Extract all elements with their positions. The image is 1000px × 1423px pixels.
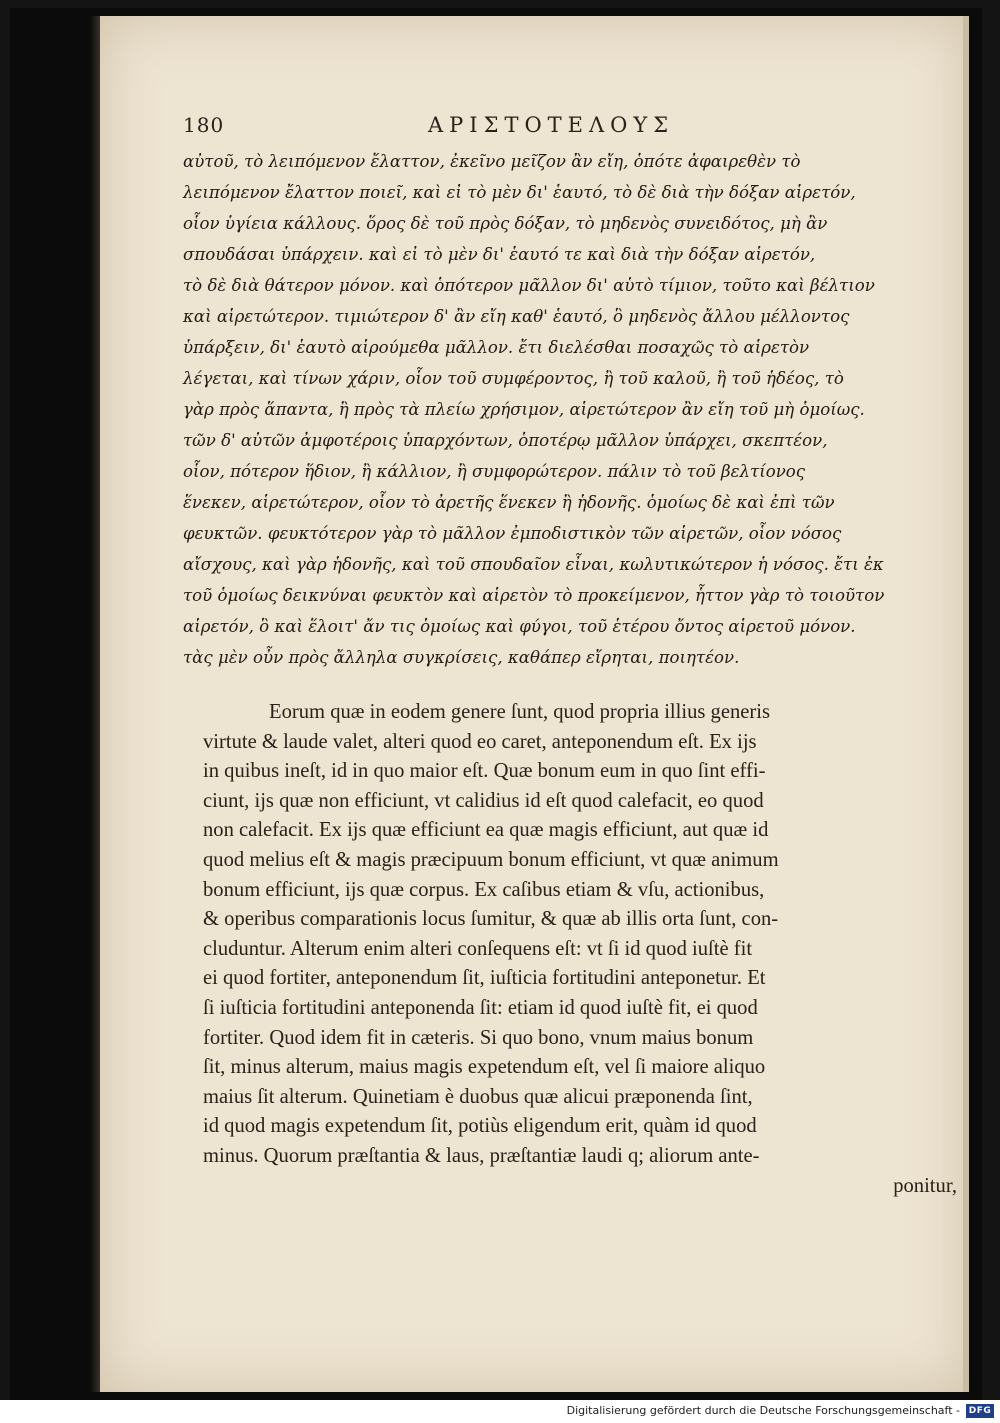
latin-line: minus. Quorum præſtantia & laus, præſtantiæ laudi q; aliorum ante- (203, 1144, 760, 1167)
greek-line: αἱρετόν, ὃ καὶ ἕλοιτ' ἄν τις ὁμοίως καὶ φύγοι, τοῦ ἑτέρου ὄντος αἱρετοῦ μόνον. (183, 617, 856, 636)
latin-line: in quibus ineſt, id in quo maior eſt. Quæ bonum eum in quo ſint effi- (203, 760, 766, 783)
greek-line: λειπόμενον ἔλαττον ποιεῖ, καὶ εἰ τὸ μὲν δι' ἑαυτό, τὸ δὲ διὰ τὴν δόξαν αἱρετόν, (183, 183, 856, 202)
latin-line: ciunt, ijs quæ non efficiunt, vt calidius id eſt quod calefacit, eo quod (203, 789, 764, 812)
greek-line: καὶ αἱρετώτερον. τιμιώτερον δ' ἂν εἴη καθ' ἑαυτό, ὃ μηδενὸς ἄλλου μέλλοντος (183, 307, 850, 326)
greek-line: οἷον, πότερον ἥδιον, ἢ κάλλιον, ἢ συμφορώτερον. πάλιν τὸ τοῦ βελτίονος (183, 462, 806, 481)
running-title: ΑΡΙΣΤΟΤΕΛΟΥΣ (428, 113, 675, 137)
running-head (183, 113, 963, 143)
latin-line: ei quod fortiter, anteponendum ſit, iuſticia fortitudini anteponetur. Et (203, 967, 766, 990)
page-number: 180 (183, 113, 225, 137)
latin-line: & operibus comparationis locus ſumitur, & quæ ab illis orta ſunt, con- (203, 908, 779, 931)
greek-line: λέγεται, καὶ τίνων χάριν, οἷον τοῦ συμφέροντος, ἢ τοῦ καλοῦ, ἢ τοῦ ἡδέος, τὸ (183, 369, 844, 388)
greek-text-block (183, 146, 963, 673)
greek-line: τὸ δὲ διὰ θάτερον μόνον. καὶ ὁπότερον μᾶλλον δι' αὑτὸ τίμιον, τοῦτο καὶ βέλτιον (183, 276, 875, 295)
latin-line: bonum efficiunt, ijs quæ corpus. Ex caſibus etiam & vſu, actionibus, (203, 878, 765, 901)
latin-line: id quod magis expetendum ſit, potiùs eligendum erit, quàm id quod (203, 1115, 757, 1138)
latin-line: fortiter. Quod idem fit in cæteris. Si quo bono, vnum maius bonum (203, 1026, 754, 1049)
latin-translation-block (203, 698, 963, 1201)
greek-line: τοῦ ὁμοίως δεικνύναι φευκτὸν καὶ αἱρετὸν τὸ προκείμενον, ἧττον γὰρ τὸ τοιοῦτον (183, 586, 885, 605)
latin-line: Eorum quæ in eodem genere ſunt, quod propria illius generis (269, 701, 771, 723)
latin-line: ſit, minus alterum, maius magis expetendum eſt, vel ſi maiore aliquo (203, 1056, 766, 1079)
funding-credit: Digitalisierung gefördert durch die Deutsche Forschungsgemeinschaft - (566, 1404, 960, 1417)
greek-line: σπουδάσαι ὑπάρχειν. καὶ εἰ τὸ μὲν δι' ἑαυτό τε καὶ διὰ τὴν δόξαν αἱρετόν, (183, 245, 816, 264)
page-fore-edge (963, 16, 969, 1392)
greek-line: γὰρ πρὸς ἅπαντα, ἢ πρὸς τὰ πλείω χρήσιμον, αἱρετώτερον ἂν εἴη τοῦ μὴ ὁμοίως. (183, 400, 865, 419)
footer-strip (0, 1400, 1000, 1423)
latin-line: cluduntur. Alterum enim alteri conſequens eſt: vt ſi id quod iuſtè fit (203, 937, 753, 960)
greek-line: αἴσχους, καὶ γὰρ ἡδονῆς, καὶ τοῦ σπουδαῖον εἶναι, κωλυτικώτερον ἡ νόσος. ἔτι ἐκ (183, 555, 884, 574)
latin-line: quod melius eſt & magis præcipuum bonum efficiunt, vt quæ animum (203, 848, 779, 871)
greek-line: αὐτοῦ, τὸ λειπόμενον ἔλαττον, ἐκεῖνο μεῖζον ἂν εἴη, ὁπότε ἀφαιρεθὲν τὸ (183, 152, 801, 171)
greek-line: οἷον ὑγίεια κάλλους. ὅρος δὲ τοῦ πρὸς δόξαν, τὸ μηδενὸς συνειδότος, μὴ ἂν (183, 214, 828, 233)
latin-line: non calefacit. Ex ijs quæ efficiunt ea quæ magis efficiunt, aut quæ id (203, 819, 769, 842)
latin-catchword: ponitur, (893, 1174, 957, 1197)
latin-line: ſi iuſticia fortitudini anteponenda ſit: etiam id quod iuſtè fit, ei quod (203, 996, 758, 1019)
greek-line: φευκτῶν. φευκτότερον γὰρ τὸ μᾶλλον ἐμποδιστικὸν τῶν αἱρετῶν, οἷον νόσος (183, 524, 842, 543)
greek-line: ὑπάρξειν, δι' ἑαυτὸ αἱρούμεθα μᾶλλον. ἔτι διελέσθαι ποσαχῶς τὸ αἱρετὸν (183, 338, 810, 357)
dfg-logo: DFG (966, 1404, 994, 1418)
latin-line: virtute & laude valet, alteri quod eo caret, anteponendum eſt. Ex ijs (203, 730, 757, 753)
greek-line: τῶν δ' αὐτῶν ἀμφοτέροις ὑπαρχόντων, ὁποτέρῳ μᾶλλον ὑπάρχει, σκεπτέον, (183, 431, 828, 450)
greek-line: τὰς μὲν οὖν πρὸς ἄλληλα συγκρίσεις, καθάπερ εἴρηται, ποιητέον. (183, 648, 740, 667)
latin-line: maius ſit alterum. Quinetiam è duobus quæ alicui præponenda ſint, (203, 1085, 753, 1108)
greek-line: ἕνεκεν, αἱρετώτερον, οἷον τὸ ἀρετῆς ἕνεκεν ἢ ἡδονῆς. ὁμοίως δὲ καὶ ἐπὶ τῶν (183, 493, 835, 512)
